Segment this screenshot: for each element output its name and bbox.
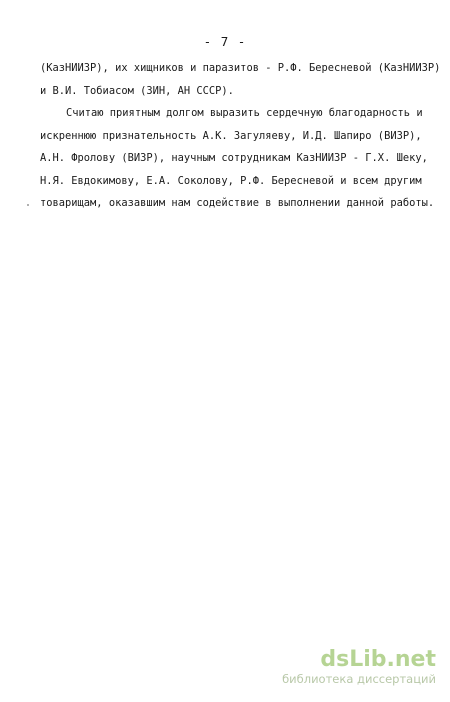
paragraph-continued <box>40 57 441 102</box>
watermark <box>282 648 436 686</box>
page-number: - 7 - <box>203 34 247 49</box>
text-line: Н.Я. Евдокимову, Е.А. Соколову, Р.Ф. Бересневой и всем другим <box>40 174 422 187</box>
paragraph-acknowledgements <box>40 102 435 215</box>
text-line: товарищам, оказавшим нам содействие в выполнении данной работы. <box>40 197 435 209</box>
text-line: Считаю приятным долгом выразить сердечную благодарность и <box>66 107 423 119</box>
watermark-logo: dsLib.net <box>320 647 436 672</box>
watermark-tagline: библиотека диссертаций <box>282 672 436 686</box>
text-line: А.Н. Фролову (ВИЗР), научным сотрудникам КазНИИЗР - Г.Х. Шеку, <box>40 152 428 164</box>
text-line: искреннюю признательность А.К. Загуляеву, И.Д. Шапиро (ВИЗР), <box>40 129 422 142</box>
scan-speck <box>27 204 29 206</box>
text-line: (КазНИИЗР), их хищников и паразитов - Р.Ф. Бересневой (КазНИИЗР) <box>40 62 441 74</box>
text-line: и В.И. Тобиасом (ЗИН, АН СССР). <box>40 84 234 97</box>
